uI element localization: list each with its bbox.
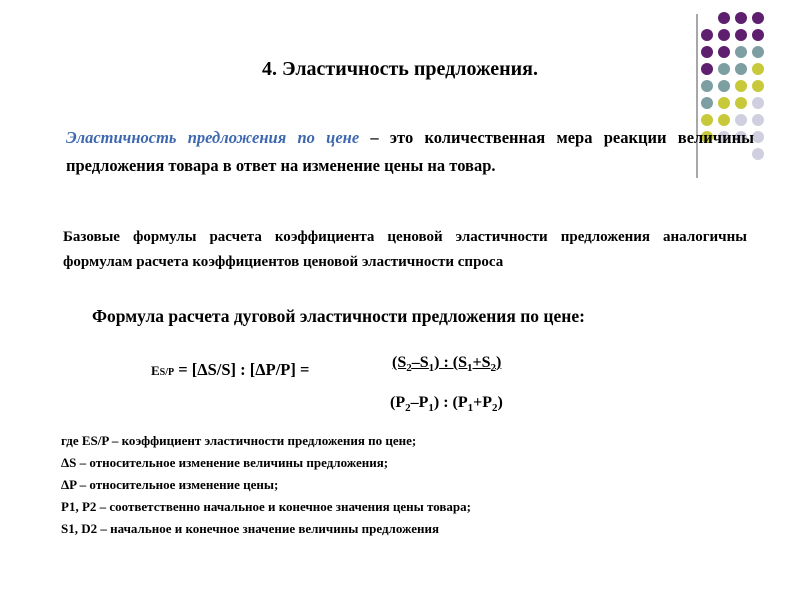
denominator-subscript: 2: [492, 402, 498, 414]
decorative-dot: [718, 29, 730, 41]
formula-lhs: [151, 360, 309, 380]
denominator-part: +P: [473, 394, 493, 411]
numerator-part: ) : (S: [434, 354, 468, 371]
base-formulas-paragraph: Базовые формулы расчета коэффициента ценовой эластичности предложения аналогичны формулам расчета коэффициентов ценовой эластичности спроса: [63, 229, 747, 270]
definition-paragraph: [66, 124, 754, 180]
decorative-dot: [718, 80, 730, 92]
formula-legend: [61, 430, 471, 540]
decorative-dot: [735, 29, 747, 41]
decorative-dot: [718, 97, 730, 109]
numerator-subscript: 1: [467, 362, 473, 374]
denominator-part: (P: [390, 394, 406, 411]
decorative-dot: [735, 12, 747, 24]
decorative-dot: [752, 12, 764, 24]
decorative-dot: [752, 97, 764, 109]
formula-numerator: [392, 354, 501, 374]
numerator-part: (S: [392, 354, 407, 371]
decorative-dot: [718, 46, 730, 58]
decorative-dot: [735, 46, 747, 58]
numerator-subscript: 2: [490, 362, 497, 374]
decorative-dot: [752, 46, 764, 58]
numerator-part: ): [496, 354, 502, 371]
numerator-subscript: 1: [428, 362, 435, 374]
formula-lhs-rest: = [ΔS/S] : [ΔP/P] =: [174, 360, 310, 379]
legend-line: P1, P2 – соответственно начальное и конечное значения цены товара;: [61, 499, 471, 514]
decorative-dot: [701, 80, 713, 92]
denominator-subscript: 1: [467, 402, 474, 414]
numerator-part: +S: [472, 354, 491, 371]
legend-line: ΔS – относительное изменение величины предложения;: [61, 455, 389, 470]
definition-term: Эластичность предложения по цене: [66, 128, 360, 147]
formula-e-subscript: S/P: [159, 367, 175, 378]
legend-line: ΔP – относительное изменение цены;: [61, 477, 279, 492]
decorative-dot: [701, 46, 713, 58]
decorative-dot: [701, 29, 713, 41]
denominator-part: ) : (P: [433, 394, 468, 411]
decorative-dot: [752, 29, 764, 41]
formula-title: Формула расчета дуговой эластичности предложения по цене:: [92, 306, 585, 326]
decorative-dot: [701, 97, 713, 109]
denominator-part: –P: [410, 394, 429, 411]
decorative-dot: [735, 80, 747, 92]
denominator-subscript: 2: [405, 402, 411, 414]
numerator-subscript: 2: [406, 362, 412, 374]
slide-title: 4. Эластичность предложения.: [262, 58, 538, 80]
denominator-subscript: 1: [428, 402, 434, 414]
legend-line: S1, D2 – начальное и конечное значение величины предложения: [61, 521, 440, 536]
decorative-dot: [718, 12, 730, 24]
legend-line: где ES/P – коэффициент эластичности предложения по цене;: [61, 433, 417, 448]
denominator-part: ): [497, 394, 503, 411]
formula-denominator: [390, 394, 503, 414]
decorative-dot: [752, 80, 764, 92]
decorative-dot: [735, 97, 747, 109]
formula-e: E: [151, 363, 160, 378]
definition-text: – это количественная мера реакции величины предложения товара в ответ на изменение цены на товар.: [66, 128, 754, 175]
numerator-part: –S: [411, 354, 429, 371]
